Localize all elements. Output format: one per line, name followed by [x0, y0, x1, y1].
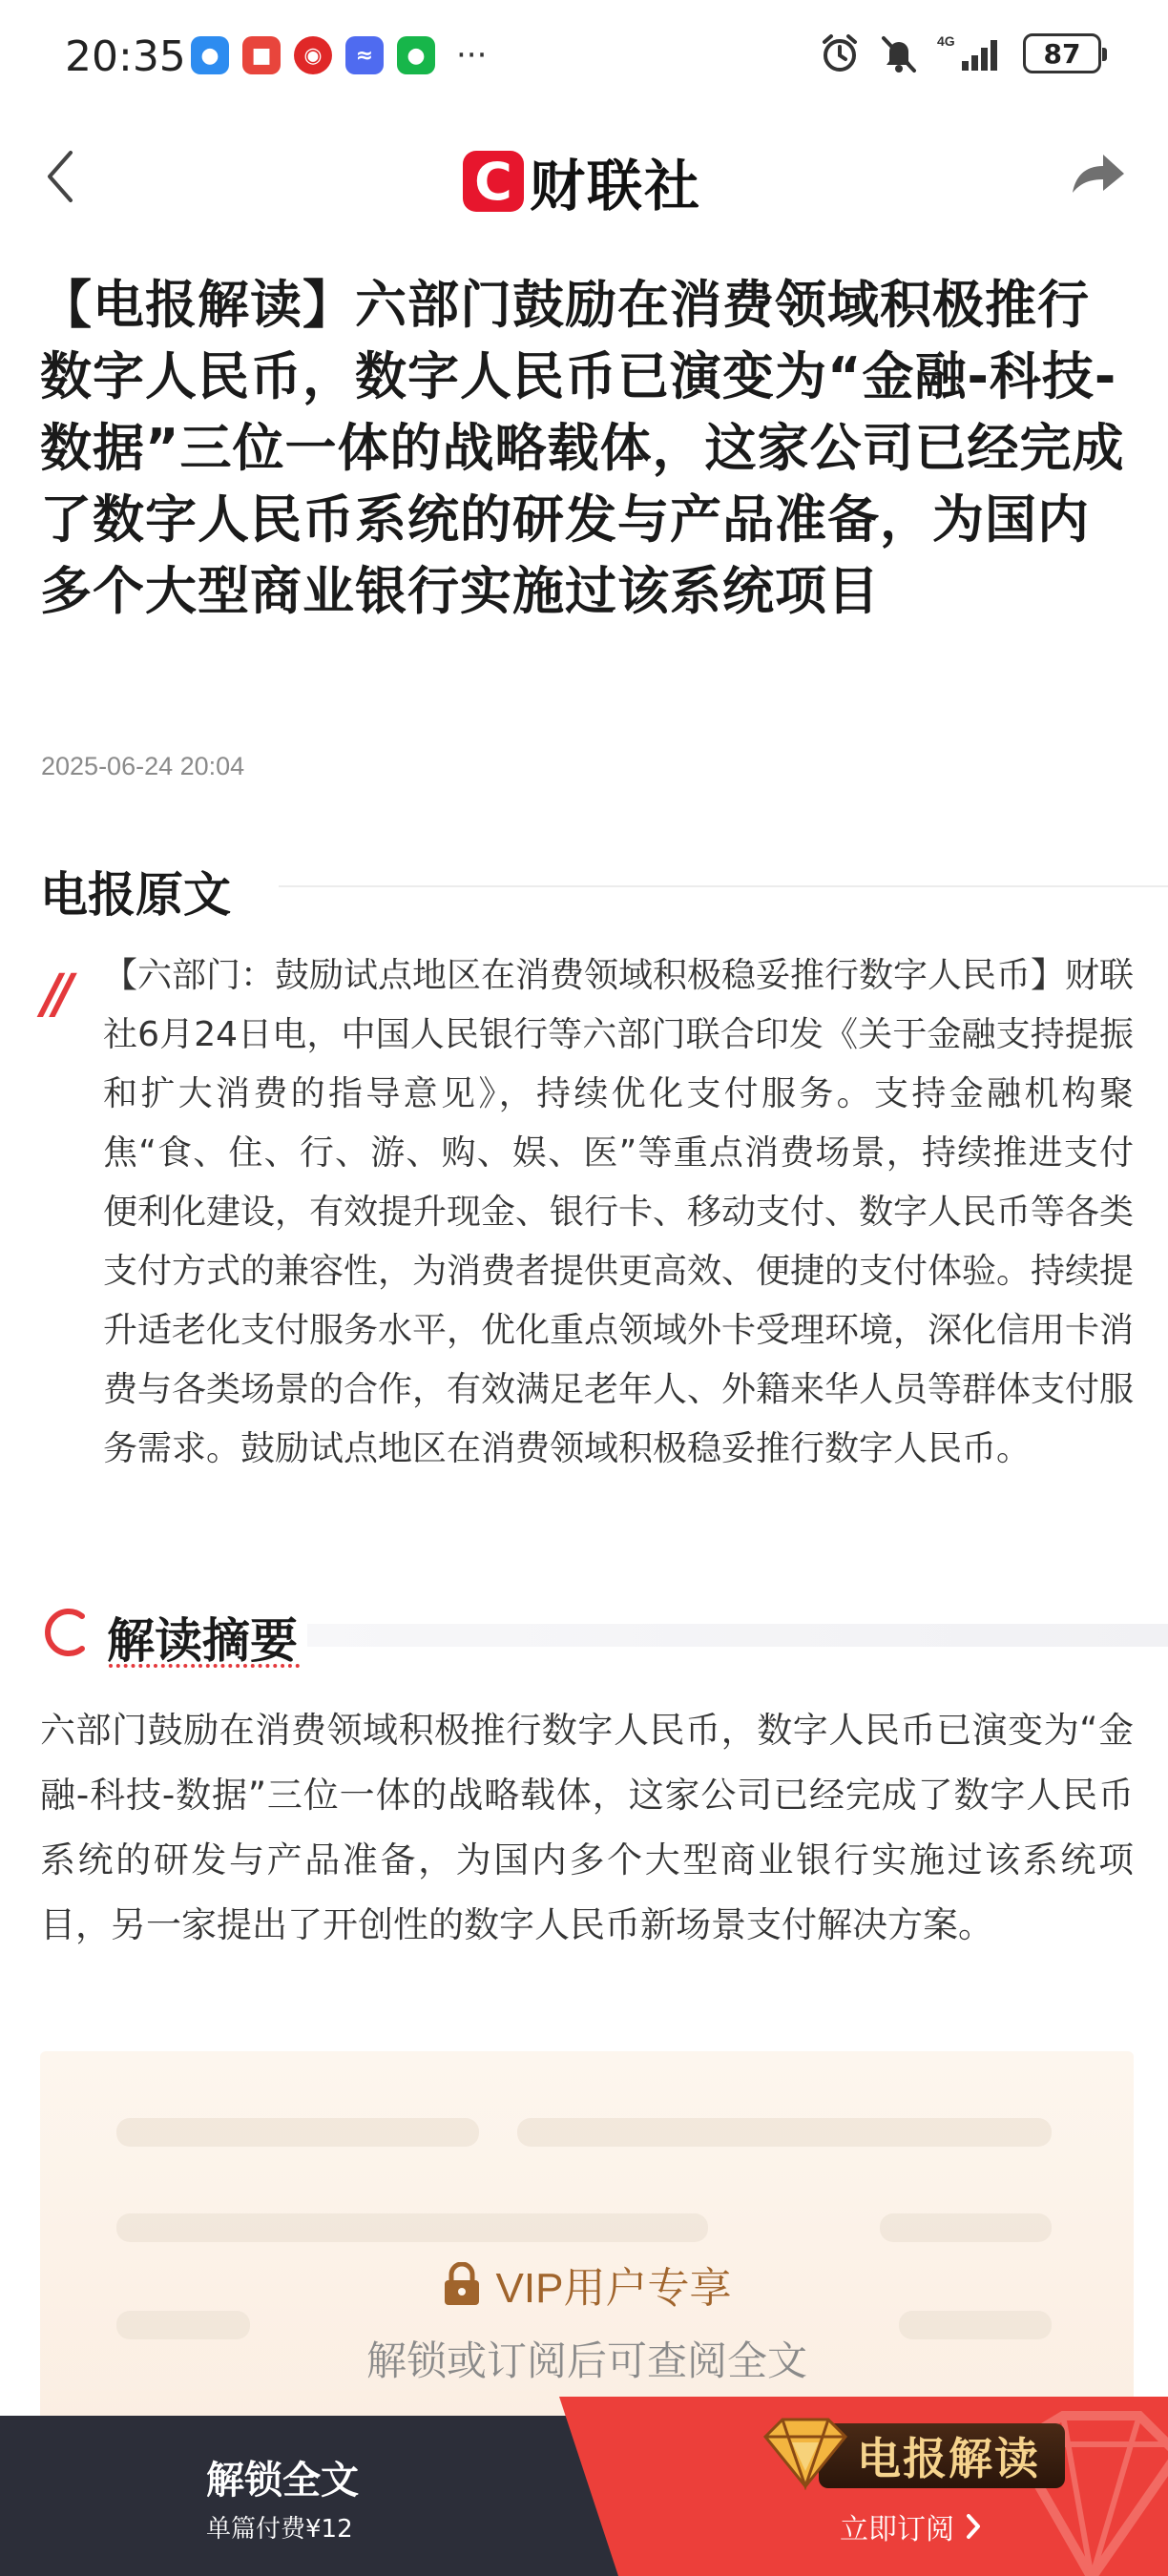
signal-icon	[937, 32, 1006, 74]
blurred-text-line	[116, 2118, 479, 2147]
subscription-badge[interactable]	[819, 2423, 1065, 2488]
back-icon[interactable]	[36, 143, 84, 210]
telegram-heading: 电报原文	[40, 866, 231, 923]
diamond-icon	[760, 2414, 851, 2490]
chevron-right-icon	[964, 2512, 983, 2541]
wechat-app-icon: ●	[397, 36, 435, 74]
paywall-hint: 解锁或订阅后可查阅全文	[365, 2337, 807, 2384]
battery-icon	[1023, 33, 1101, 73]
share-icon[interactable]	[1067, 143, 1128, 204]
summary-heading: 解读摘要	[107, 1612, 298, 1669]
more-notifications-icon: ···	[456, 36, 488, 74]
article-title: 【电报解读】六部门鼓励在消费领域积极推行数字人民币，数字人民币已演变为“金融-科技-数据”三位一体的战略载体，这家公司已经完成了数字人民币系统的研发与产品准备，为国内多个大型商业银行实施过该系统项目	[40, 275, 1125, 621]
vip-label: VIP用户专享	[495, 2265, 732, 2312]
badge-text: 电报解读	[857, 2433, 1040, 2484]
telegram-body: 【六部门：鼓励试点地区在消费领域积极稳妥推行数字人民币】财联社6月24日电，中国人民银行等六部门联合印发《关于金融支持提振和扩大消费的指导意见》，持续优化支付服务。支持金融机构聚焦“食、住、行、游、购、娱、医”等重点消费场景，持续推进支付便利化建设，有效提升现金、银行卡、移动支付、数字人民币等各类支付方式的兼容性，为消费者提供更高效、便捷的支付体验。持续提升适老化支付服务水平，优化重点领域外卡受理环境，深化信用卡消费与各类场景的合作，有效满足老年人、外籍来华人员等群体支付服务需求。鼓励试点地区在消费领域积极稳妥推行数字人民币。	[103, 956, 1135, 1468]
summary-header	[40, 1603, 1168, 1669]
mail-app-icon: ■	[242, 36, 281, 74]
notification-icons	[191, 36, 487, 74]
blurred-text-line	[880, 2213, 1052, 2242]
vip-badge	[40, 2254, 1134, 2315]
battery-level: 87	[1043, 37, 1081, 70]
logo-text: 财联社	[530, 154, 702, 218]
weibo-app-icon: ◉	[294, 36, 332, 74]
status-bar	[0, 0, 1168, 114]
blurred-text-line	[116, 2213, 708, 2242]
network-type: 4G	[937, 33, 955, 49]
summary-heading-underline	[109, 1664, 300, 1668]
summary-arc-icon	[40, 1607, 92, 1658]
heading-divider	[279, 885, 1168, 887]
quote-icon: //	[42, 964, 66, 1026]
unlock-price: 单篇付费¥12	[206, 2515, 353, 2544]
lock-icon	[443, 2262, 481, 2306]
unlock-title: 解锁全文	[206, 2459, 359, 2503]
summary-header-band	[307, 1624, 1168, 1647]
blurred-text-line	[517, 2118, 1052, 2147]
subscribe-label: 立即订阅	[840, 2513, 954, 2546]
unlock-article-button[interactable]	[0, 2416, 630, 2576]
alarm-icon	[819, 32, 861, 74]
assistant-app-icon: ≈	[345, 36, 384, 74]
status-time: 20:35	[65, 32, 186, 81]
logo-mark: C	[463, 151, 524, 212]
summary-body: 六部门鼓励在消费领域积极推行数字人民币，数字人民币已演变为“金融-科技-数据”三位一体的战略载体，这家公司已经完成了数字人民币系统的研发与产品准备，为国内多个大型商业银行实施过该系统项目，另一家提出了开创性的数字人民币新场景支付解决方案。	[40, 1710, 1134, 1945]
app-logo	[463, 141, 701, 221]
article-date: 2025-06-24 20:04	[41, 752, 245, 780]
subscribe-now-link[interactable]	[840, 2505, 983, 2547]
mute-icon	[878, 32, 920, 74]
message-app-icon: ●	[191, 36, 229, 74]
system-icons	[819, 32, 1101, 74]
paywall-card[interactable]	[40, 2051, 1134, 2433]
